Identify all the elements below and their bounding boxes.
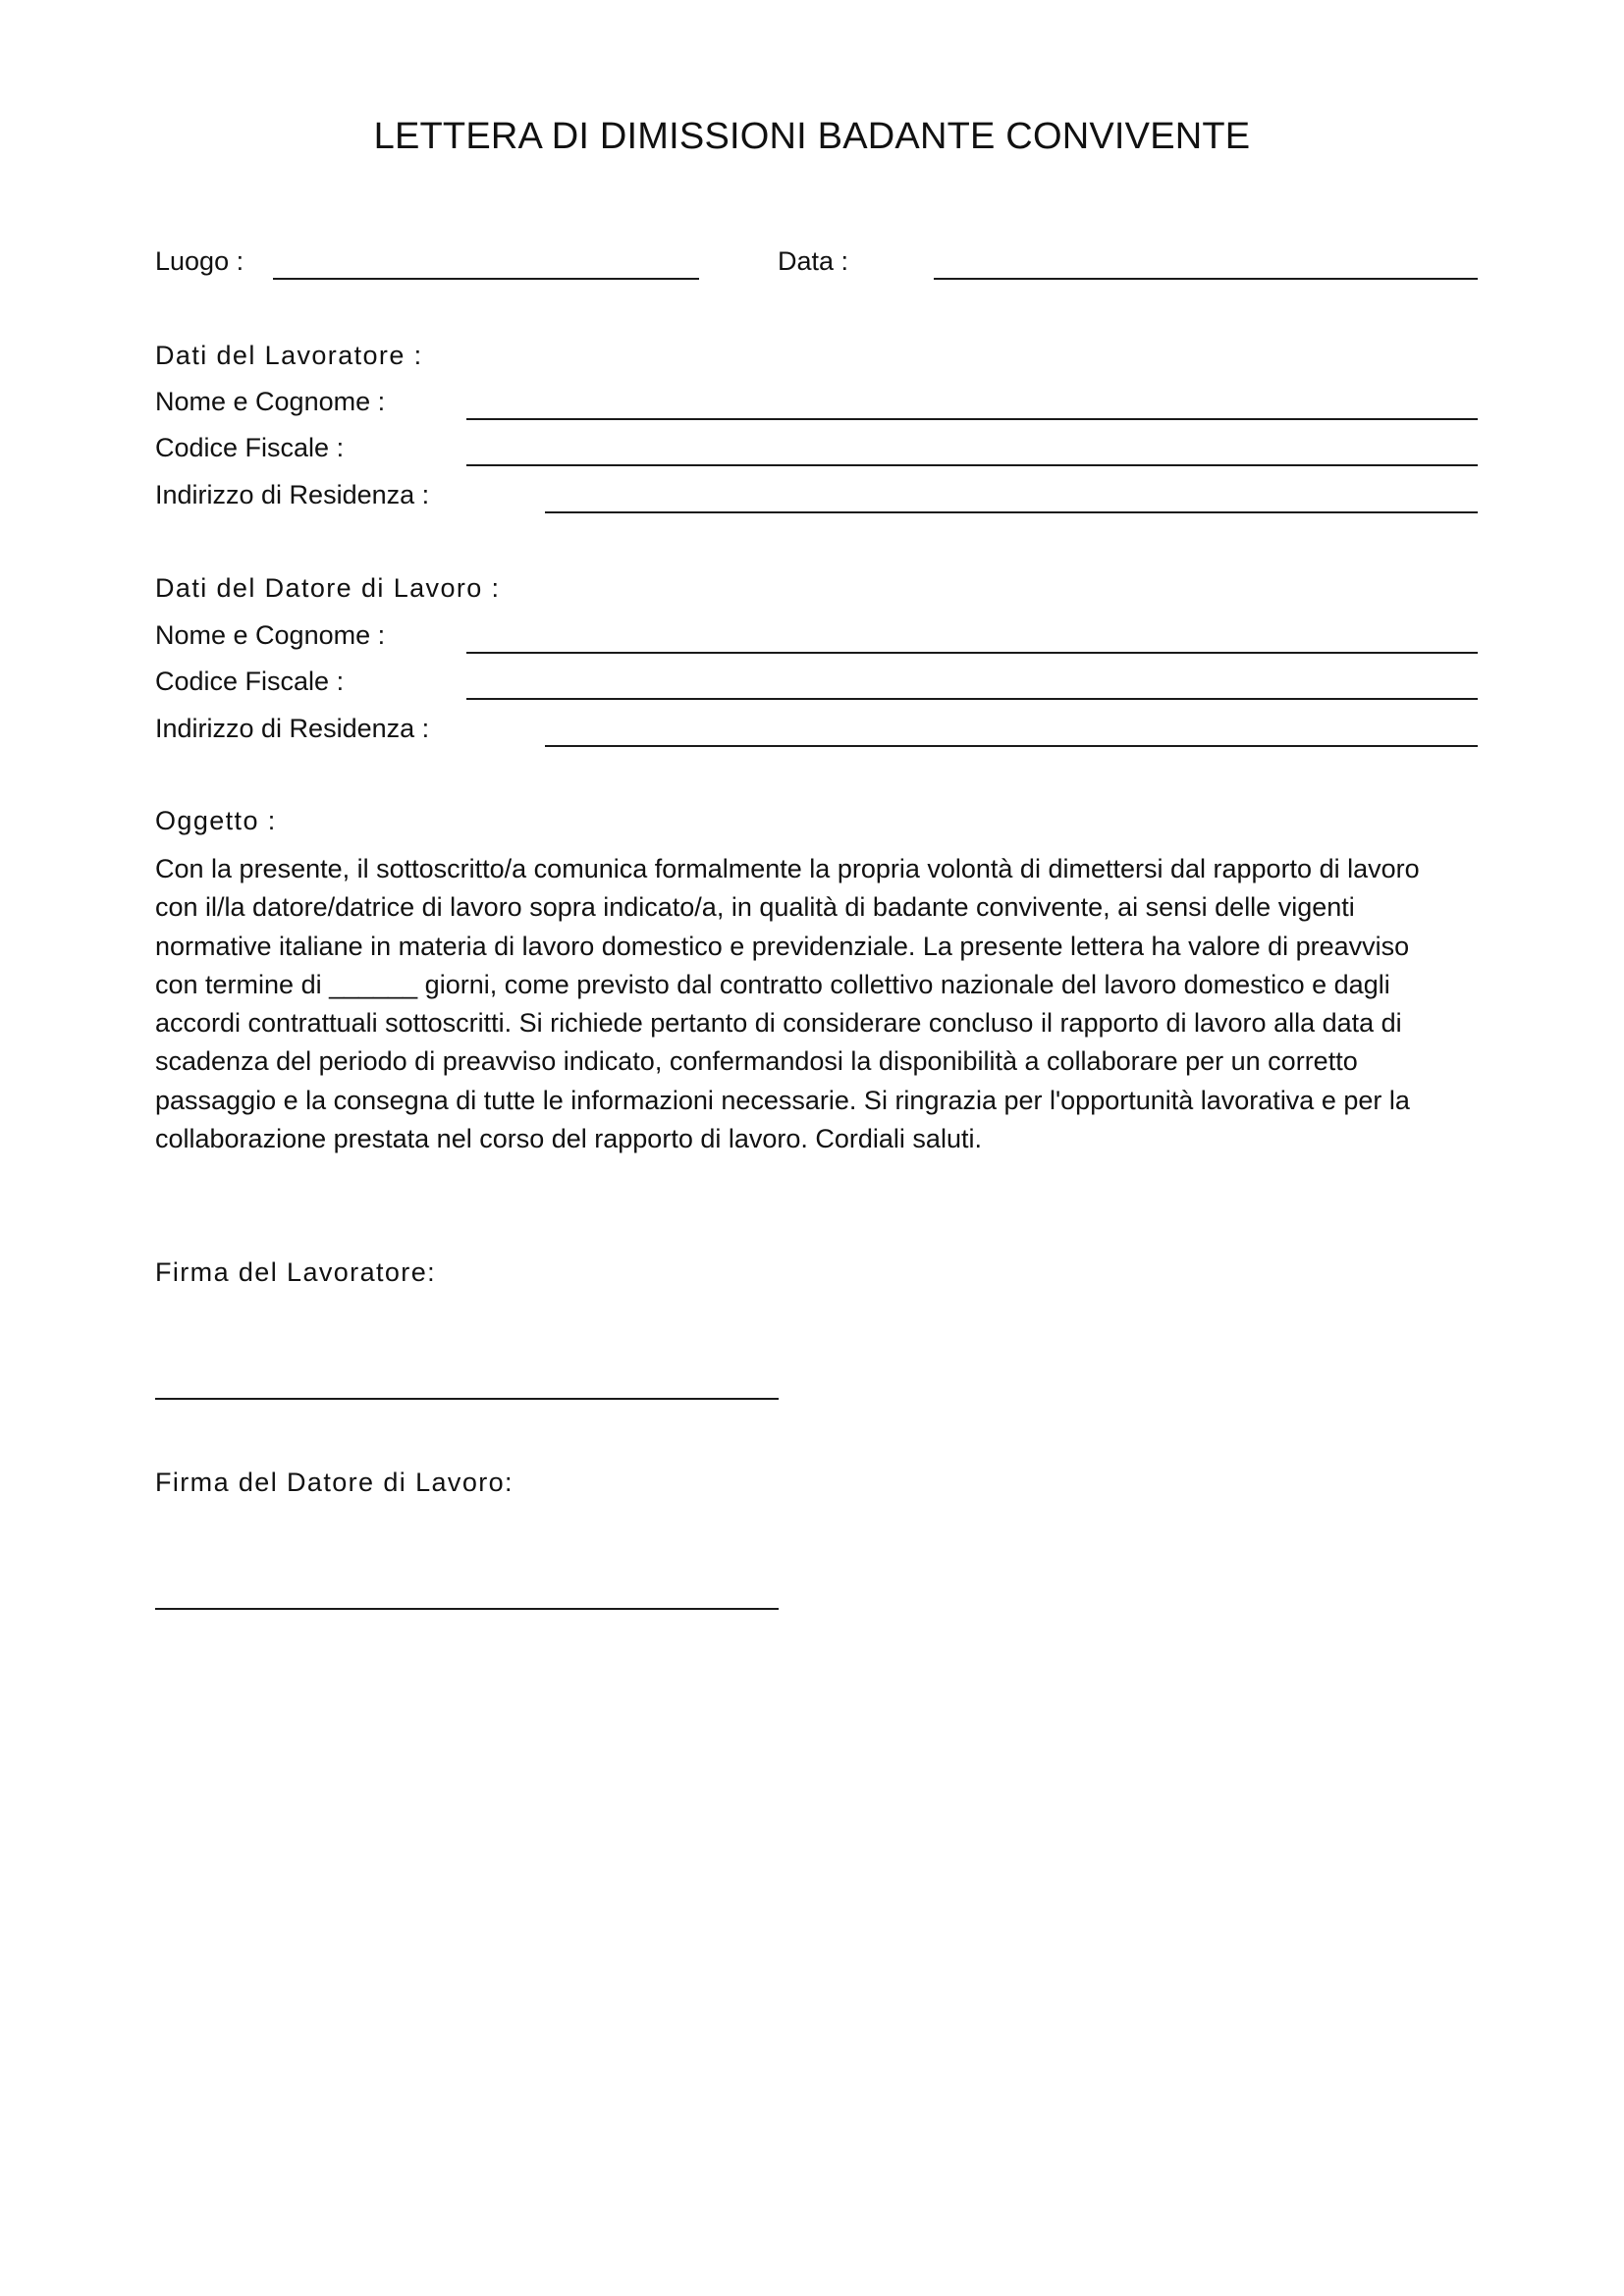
document-title: LETTERA DI DIMISSIONI BADANTE CONVIVENTE bbox=[373, 116, 1251, 157]
worker-name-field-line[interactable] bbox=[466, 418, 1478, 420]
place-field-line[interactable] bbox=[273, 278, 699, 280]
employer-tax-code-label: Codice Fiscale : bbox=[155, 667, 345, 696]
body-line: con termine di ______ giorni, come previsto dal contratto collettivo nazionale del lavoro domestico e dagli bbox=[155, 969, 1390, 999]
subject-label: Oggetto : bbox=[155, 806, 277, 835]
worker-address-label: Indirizzo di Residenza : bbox=[155, 480, 430, 509]
worker-signature-label: Firma del Lavoratore: bbox=[155, 1257, 437, 1287]
body-line: normative italiane in materia di lavoro domestico e previdenziale. La presente lettera ha valore di preavviso bbox=[155, 931, 1410, 961]
body-line: passaggio e la consegna di tutte le informazioni necessarie. Si ringrazia per l'opportunità lavorativa e per la bbox=[155, 1085, 1410, 1115]
worker-tax-code-field-line[interactable] bbox=[466, 464, 1478, 466]
body-line: scadenza del periodo di preavviso indicato, confermandosi la disponibilità a collaborare per un corretto bbox=[155, 1046, 1358, 1077]
worker-section-heading: Dati del Lavoratore : bbox=[155, 341, 423, 370]
worker-address-field-line[interactable] bbox=[545, 511, 1478, 513]
employer-tax-code-field-line[interactable] bbox=[466, 698, 1478, 700]
employer-signature-line[interactable] bbox=[155, 1608, 779, 1610]
employer-address-label: Indirizzo di Residenza : bbox=[155, 714, 430, 743]
employer-section-heading: Dati del Datore di Lavoro : bbox=[155, 573, 501, 603]
employer-name-field-line[interactable] bbox=[466, 652, 1478, 654]
letter-body bbox=[155, 850, 1490, 1158]
employer-address-field-line[interactable] bbox=[545, 745, 1478, 747]
employer-signature-label: Firma del Datore di Lavoro: bbox=[155, 1468, 514, 1497]
date-field-line[interactable] bbox=[934, 278, 1478, 280]
worker-tax-code-label: Codice Fiscale : bbox=[155, 433, 345, 462]
body-line: Con la presente, il sottoscritto/a comunica formalmente la propria volontà di dimettersi dal rapporto di lavoro bbox=[155, 854, 1420, 883]
body-line: con il/la datore/datrice di lavoro sopra indicato/a, in qualità di badante convivente, ai sensi delle vigenti bbox=[155, 892, 1355, 923]
date-label: Data : bbox=[778, 246, 849, 276]
employer-name-label: Nome e Cognome : bbox=[155, 620, 386, 650]
worker-signature-line[interactable] bbox=[155, 1398, 779, 1400]
body-line: accordi contrattuali sottoscritti. Si richiede pertanto di considerare concluso il rapporto di lavoro alla data di bbox=[155, 1008, 1402, 1039]
worker-name-label: Nome e Cognome : bbox=[155, 387, 386, 416]
body-line: collaborazione prestata nel corso del rapporto di lavoro. Cordiali saluti. bbox=[155, 1124, 982, 1154]
place-label: Luogo : bbox=[155, 246, 244, 276]
